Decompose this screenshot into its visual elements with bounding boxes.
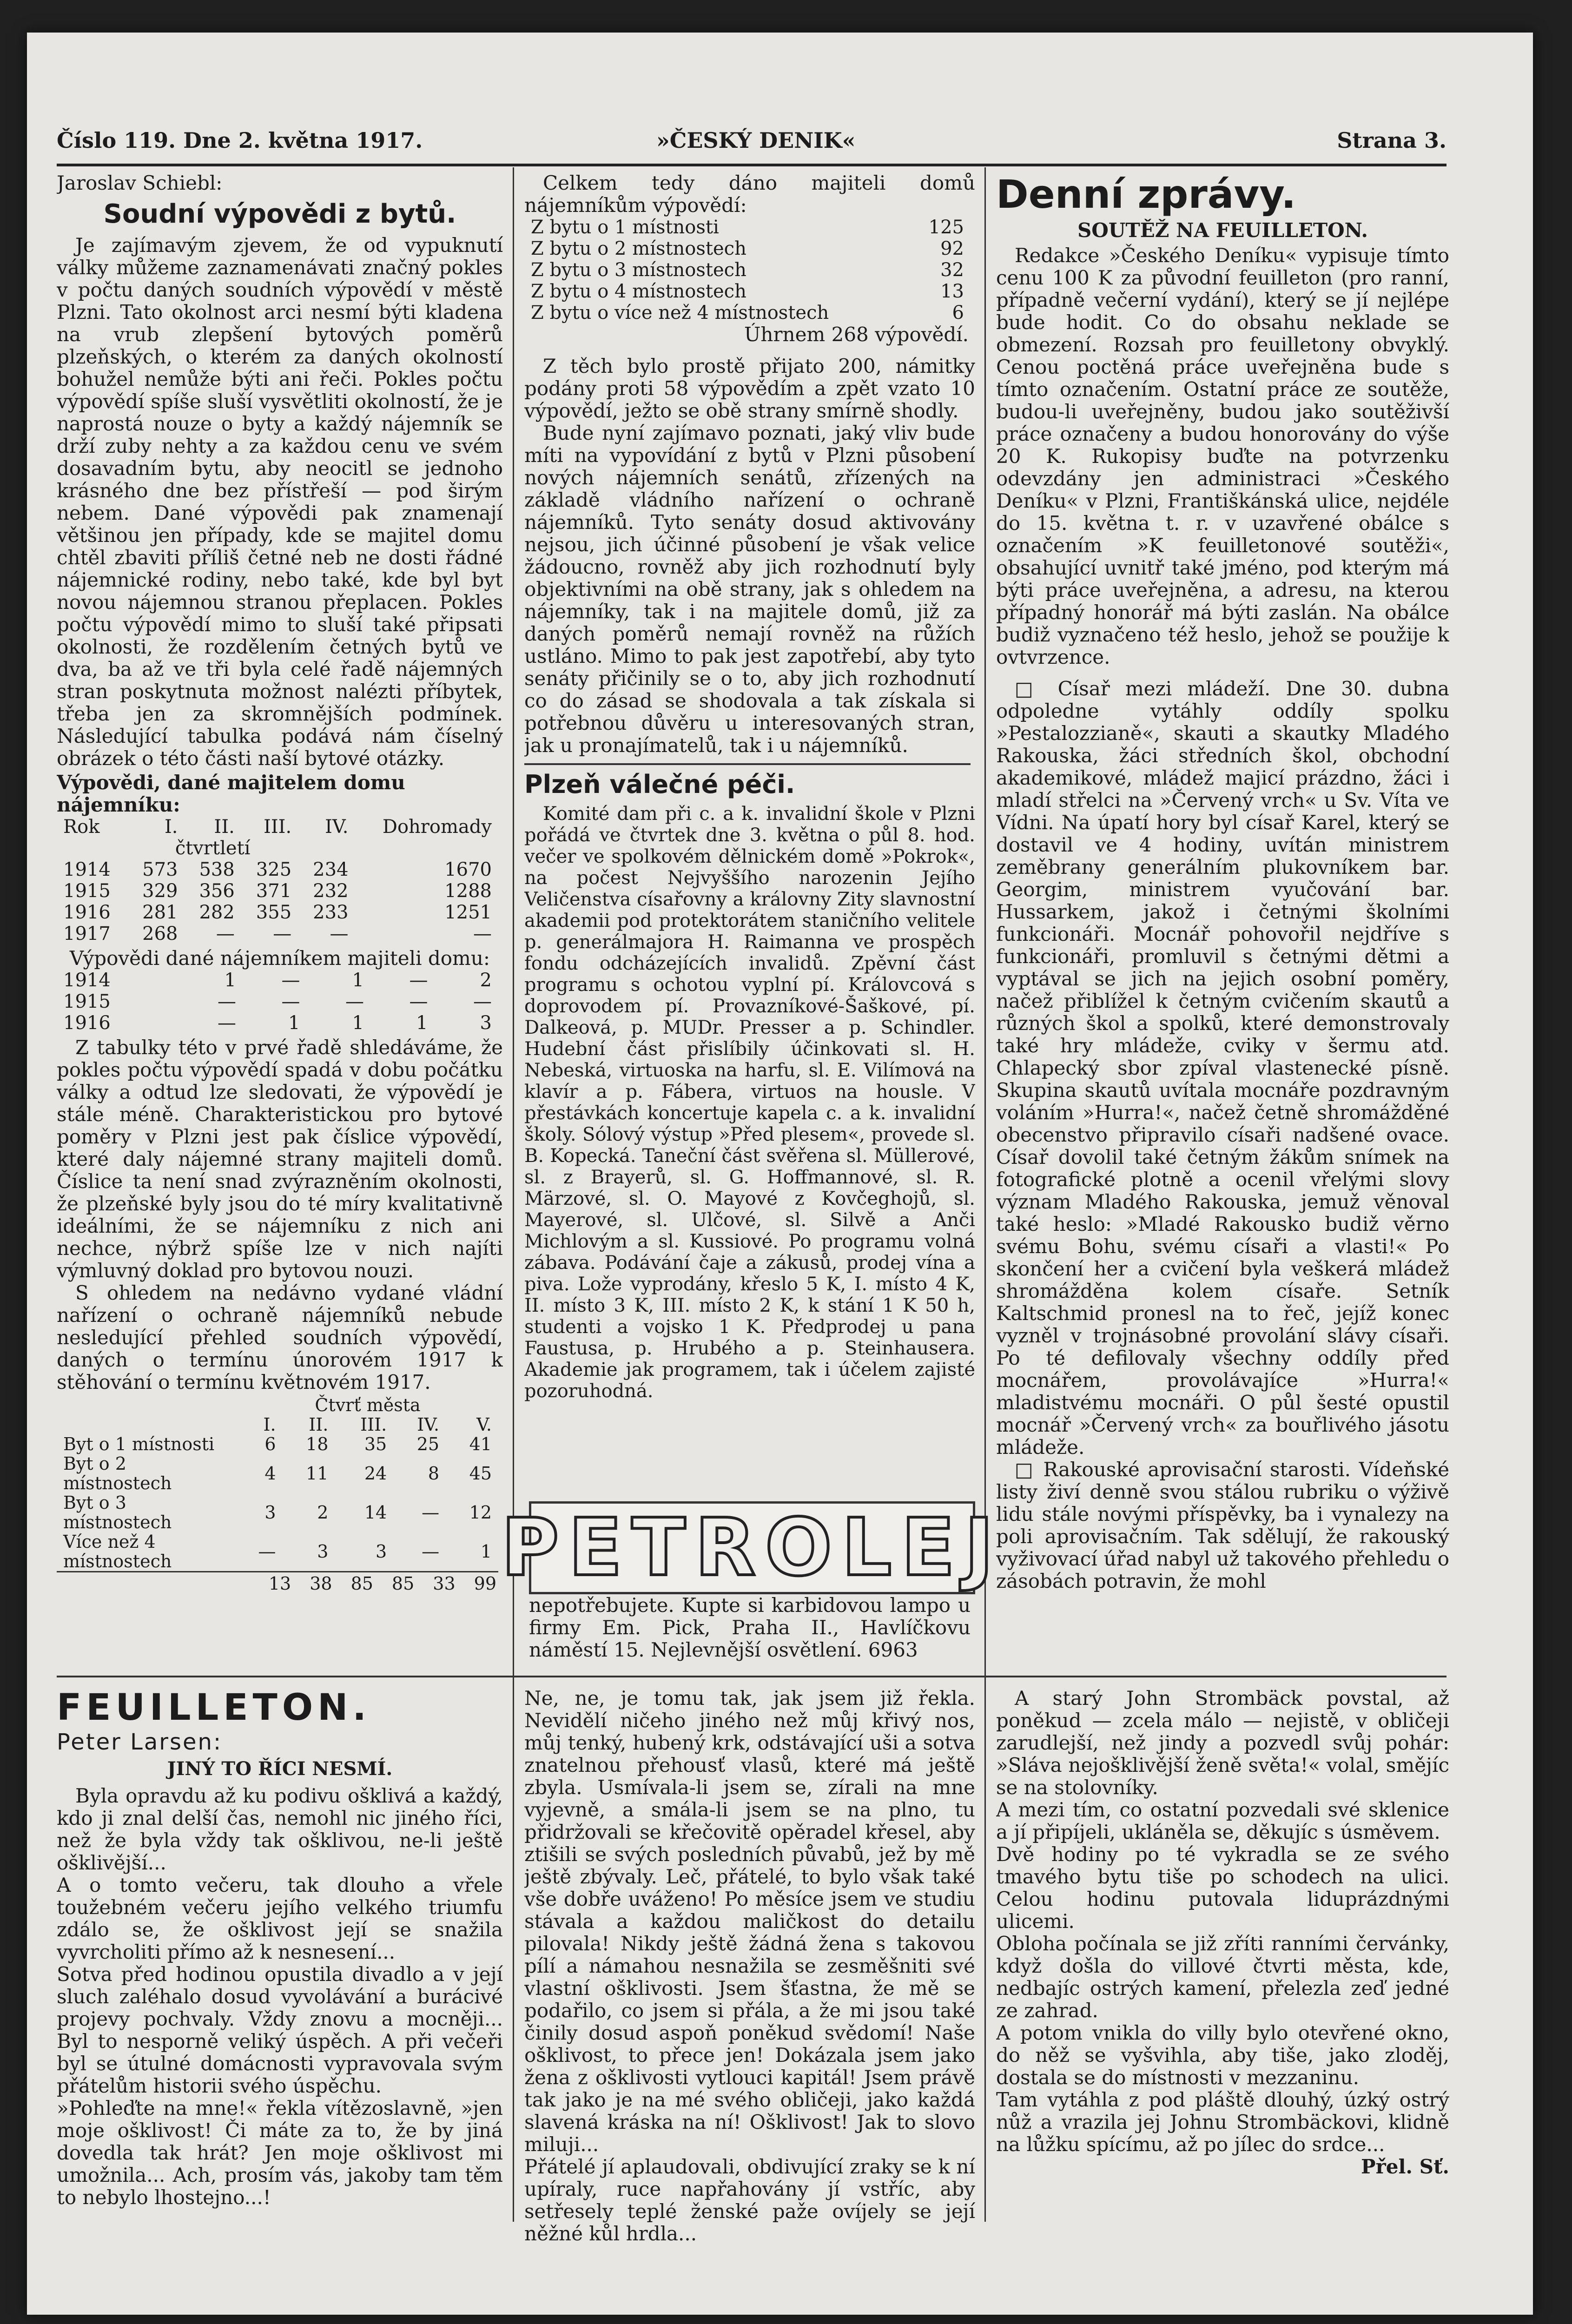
table-cell: —	[409, 991, 428, 1012]
column-divider	[984, 167, 986, 2222]
table-cell: 282	[199, 902, 235, 923]
table-cell: 1915	[63, 991, 111, 1012]
table-header-cell: Rok	[63, 816, 100, 838]
table-cell: 6	[264, 1434, 276, 1454]
section-rule	[524, 763, 971, 765]
table-cell: Z bytu o 3 místnostech	[531, 259, 746, 281]
table-cell: 1	[352, 1012, 364, 1034]
table-cell: 6	[952, 302, 964, 324]
newspaper-page	[27, 33, 1533, 2315]
table-subheader: čtvrtletí	[175, 838, 251, 859]
header-rule	[57, 164, 1447, 166]
table-cell: 1916	[63, 902, 111, 923]
feuilleton-banner: FEUILLETON.	[57, 1687, 371, 1729]
table-header-cell: IV.	[325, 816, 349, 838]
table-cell: 1288	[444, 880, 492, 902]
ad-text-block	[529, 1594, 971, 1664]
page-number: Strana 3.	[1337, 128, 1447, 153]
table-row	[57, 902, 498, 923]
table-cell: 1917	[63, 923, 111, 944]
table-cell: —	[273, 923, 292, 944]
feuilleton-author: Peter Larsen:	[57, 1729, 223, 1755]
table-cell: —	[281, 970, 300, 991]
table-cell: —	[217, 1012, 236, 1034]
table-cell: 325	[256, 859, 292, 880]
section-title-plzen: Plzeň válečné péči.	[524, 770, 795, 799]
table-cell: 1	[352, 970, 364, 991]
table-cell: —	[281, 991, 300, 1012]
table-header-cell: V.	[476, 1414, 492, 1435]
table-cell: Z bytu o 1 místnosti	[531, 217, 719, 238]
table2-title: Výpovědi dané nájemníkem majiteli domu:	[69, 947, 490, 970]
table-header-cell: IV.	[417, 1414, 440, 1435]
table-row	[57, 1012, 498, 1034]
table-cell: —	[258, 1541, 276, 1562]
table-row	[57, 859, 498, 880]
table-cell: 233	[313, 902, 349, 923]
table-cell: 1	[480, 1541, 492, 1562]
page-header	[57, 128, 1447, 160]
table-row	[524, 217, 971, 238]
table-cell: 35	[364, 1434, 387, 1454]
table-cell: 25	[416, 1434, 440, 1454]
article-soudni-vypovedi	[57, 172, 503, 1659]
table-row	[524, 238, 971, 259]
table-cell: 1251	[444, 902, 492, 923]
table-row	[524, 259, 971, 281]
section-title-denni-zpravy: Denní zprávy.	[996, 172, 1296, 217]
table-cell: —	[473, 923, 492, 944]
table-cell: 1	[416, 1012, 428, 1034]
article-column-2	[524, 172, 975, 1673]
table-cell: 99	[474, 1573, 496, 1594]
feuilleton-text: Ne, ne, je tomu tak, jak jsem již řekla. Nevidělí ničeho jiného než můj křivý nos, můj tenký, hubený krk, odstávající uši a sotva znatelnou přehousť vlasů, které má ještě zbyla. Usmívala-li jsem se, zírali na mne vyjevně, a smála-li jsem se na plno, tu přidržovali se křečovitě opěradel křesel, aby ztišili se svých posledních půvabů, jež by mě ještě zbývaly. Leč, přátelé, to bylo však také vše dobře uváženo! Po měsíce jsem ve studiu stávala a každou maličkost do detailu pilovala! Nikdy ještě žádná žena s takovou pílí a námahou nesnažila se zesměšniti své vlastní ošklivosti. Jsem šťastna, že mě se podařilo, co jsem si přála, a že mi jsou také činily dosud aspoň poněkud svědomí! Naše ošklivost, to přece jen! Dokázala jsem jako žena z ošklivosti vytlouci kapitál! Jsem právě tak jako je na mé svého obličeji, jako každá slavená kráska na ní! Ošklivost! Jak to slovo miluji... Přátelé jí aplaudovali, obdivující zraky se k ní upíraly, ruce napřahovány jí vstříc, aby setřesely teplé ženské paže ovíjely se její něžné kůl hrdla...	[524, 1687, 975, 2245]
table-cell: 38	[310, 1573, 332, 1594]
table-cell: Byt o 2 místnostech	[63, 1453, 172, 1493]
article-paragraph: Redakce »Českého Deníku« vypisuje tímto cenu 100 K za původní feuilleton (pro ranní, případně večerní vydání), který se jí nejlépe bude hodit. Co do obsahu neklade se obmezení. Rozsah pro feuilletony obvyklý. Cenou poctěná práce uveřejněna bude s tímto označením. Ostatní práce ze soutěže, budou-li uveřejněny, budou jako soutěživší práce označeny a budou honorovány do výše 20 K. Rukopisy buďte na potvrzenku odevzdány jen administraci »Českého Deníku« v Plzni, Františkánská ulice, nejdéle do 15. května t. r. v uzavřené obálce s označením »K feuilletonové soutěži«, obsahující uvnitř také jméno, pod kterým má býti práce uveřejněna, a adresu, na kterou případný honorář má býti zaslán. Na obálce budiž vyznačeno též heslo, jehož se použije k ovtvrzence.	[996, 244, 1449, 668]
table-ctvrt-mesta	[57, 1395, 498, 1572]
table-header-cell: II.	[309, 1414, 329, 1435]
table-cell: Z bytu o 4 místnostech	[531, 281, 746, 302]
petrolej-advertisement	[501, 1501, 1003, 1594]
table-cell: —	[216, 923, 235, 944]
feuilleton-title: JINÝ TO ŘÍCI NESMÍ.	[167, 1758, 393, 1780]
table-cell: 281	[142, 902, 178, 923]
table-cell: Z bytu o 2 místnostech	[531, 238, 746, 259]
table-cell: 13	[268, 1573, 291, 1594]
table-cell: Byt o 1 místnosti	[63, 1434, 215, 1454]
article-paragraph: Je zajímavým zjevem, že od vypuknutí války můžeme zaznamenávati značný pokles v počtu daných soudních výpovědí v městě Plzni. Tato okolnost arci nesmí býti kladena na vrub zlepšení bytových poměrů plzeňských, o kterém za daných okolností bohužel nemůže býti ani řeči. Pokles počtu výpovědí spíše sluší vysvětliti okolností, že je naprostá nouze o byty a každý nájemník se drží zuby nehty a za každou cenu ve svém dosavadním bytu, aby neocitl se jednoho krásného dne bez přístřeší — pod širým nebem. Dané výpovědi pak znamenají většinou jen případy, kde se majitel domu chtěl zbaviti příliš četné neb ne dosti řádné nájemnické rodiny, nebo také, kde byl byt novou nájemnou stranou přeplacen. Pokles počtu výpovědí mimo to sluší také připsati okolnosti, že rozdělením četných bytů ve dva, ba až ve tři byla celé řadě nájemných stran poskytnuta možnost nalézti příbytek, třeba jen za skromnějších podmínek. Následující tabulka podává nám číselný obrázek o této části naší bytové otázky.	[57, 234, 503, 770]
table-row	[57, 1434, 498, 1454]
table-row	[57, 991, 498, 1012]
table-cell: 2	[480, 970, 492, 991]
feuilleton-rule	[57, 1676, 1447, 1677]
feuilleton-column-1	[57, 1687, 503, 2291]
table-cell: 92	[940, 238, 964, 259]
table-cell: 13	[940, 281, 964, 302]
table-cell: —	[409, 970, 428, 991]
table-cell: —	[217, 991, 236, 1012]
table-cell: 1670	[444, 859, 492, 880]
table-cell: 355	[256, 902, 292, 923]
table-cell: 85	[350, 1573, 373, 1594]
article-paragraph: S ohledem na nedávno vydané vládní nařízení o ochraně nájemníků nebude nesledující přehled soudních výpovědí, daných o termínu únorovém 1917 k stěhování o termínu květnovém 1917.	[57, 1281, 503, 1393]
table-cell: 11	[306, 1463, 329, 1484]
table-cell: 18	[306, 1434, 329, 1454]
feuilleton-text: A starý John Strombäck povstal, až poněkud — zcela málo — nejistě, v obličeji zarudlejší, než jindy a pozvedl svůj pohár: »Sláva nejošklivější ženě světa!« volal, smějíc se na stolovníky. A mezi tím, co ostatní pozvedali své sklenice a jí připíjeli, ukláněla se, děkujíc s úsměvem. Dvě hodiny po té vykradla se ze svého tmavého bytu tiše po schodech na ulici. Celou hodinu putovala liduprázdnými ulicemi. Obloha počínala se již zříti ranními červánky, když došla do villové čtvrti města, kde, nedbajíc ostrých kamení, přelezla zeď jedné ze zahrad. A potom vnikla do villy bylo otevřené okno, do něž se vyšvihla, aby tiše, jako zloděj, dostala se do místnosti v mezzaninu. Tam vytáhla z pod pláště dlouhý, úzký ostrý nůž a vrazila jej Johnu Strombäckovi, klidně na lůžku spícímu, až po jílec do srdce...	[996, 1687, 1449, 2156]
table-cell: 232	[313, 880, 349, 902]
contest-heading: SOUTĚŽ NA FEUILLETON.	[1077, 219, 1368, 242]
feuilleton-text: Byla opravdu až ku podivu ošklivá a každý, kdo ji znal delší čas, nemohl nic jiného říci, než že byla vždy tak ošklivou, ne-li ještě ošklivější... A o tomto večeru, tak dlouho a vřele toužebném večeru jejího velkého triumfu zdálo se, že ošklivost její se snažila vyvrcholiti přímo až k nesnesení... Sotva před hodinou opustila divadlo a v její sluch zaléhalo dosud vyvolávání a burácivé projevy pochvaly. Vždy znovu a mocněji... Byl to nesporně veliký úspěch. A při večeři byl se útulné domácnosti vypravovala svým přátelům historii svého úspěchu. »Pohleďte na mne!« řekla vítězoslavně, »jen moje ošklivost! Či máte za to, že by jiná dovedla tak hrát? Jen moje ošklivost mi umožnila... Ach, prosím vás, jakoby tam těm to nebylo lhostejno...!	[57, 1784, 503, 2209]
table-cell: 4	[264, 1463, 276, 1484]
feuilleton-column-2	[524, 1687, 975, 2291]
table-row	[57, 1532, 498, 1572]
table-row	[524, 281, 971, 302]
table-cell: Více než 4 místnostech	[63, 1532, 172, 1571]
table-header-cell: Dohromady	[382, 816, 492, 838]
table-cell: 85	[391, 1573, 415, 1594]
table-cell: Z bytu o více než 4 místnostech	[531, 302, 829, 324]
table-cell: —	[473, 991, 492, 1012]
table-cell: 24	[364, 1463, 387, 1484]
table-row	[57, 1454, 498, 1493]
table-cell: 45	[469, 1463, 492, 1484]
table-cell: —	[422, 1541, 440, 1562]
table-header-cell: III.	[264, 816, 292, 838]
table-cell: 1915	[63, 880, 111, 902]
table-vypovedi-najemnik	[57, 970, 498, 1034]
table-cell: 32	[940, 259, 964, 281]
table1-title: Výpovědi, dané majitelem domu nájemníku:	[57, 771, 405, 816]
table-cell: 356	[199, 880, 235, 902]
table-row	[57, 923, 498, 944]
table-cell: 3	[480, 1012, 492, 1034]
table-celkem	[524, 217, 971, 324]
table-cell: 329	[142, 880, 178, 902]
table-cell: 8	[428, 1463, 440, 1484]
translator-credit: Přel. Sť.	[1361, 2155, 1449, 2178]
ad-headline: PETROLEJ	[501, 1502, 1003, 1594]
table-cell: —	[330, 923, 349, 944]
article-author: Jaroslav Schiebl:	[57, 172, 223, 194]
table-cell: 33	[433, 1573, 456, 1594]
article-paragraph: Z těch bylo prostě přijato 200, námitky podány proti 58 výpovědím a zpět vzato 10 výpovědí, ježto se obě strany smírně shodly.	[524, 355, 975, 422]
column-divider	[513, 167, 514, 2222]
article-paragraph: Bude nyní zajímavo poznati, jaký vliv bude míti na vypovídání z bytů v Plzni působení nových nájemních senátů, zřízených na základě vládního nařízení o ochraně nájemníků. Tyto senáty dosud aktivovány nejsou, jich účinné působení je však velice žádoucno, rovněž aby jich rozhodnutí byly objektivními na obě strany, jak s ohledem na nájemníky, tak i na majitele domů, již za daných poměrů nemají rovněž na růžích ustláno. Mimo to pak jest zapotřebí, aby tyto senáty přičinily se o to, aby jich rozhodnutí co do zásad se shodovala a tak získala si potřebnou důvěru u interesovaných stran, jak u pronajímatelů, tak i u nájemníků.	[524, 422, 975, 757]
table-cell: 125	[928, 217, 964, 238]
table-cell: 1916	[63, 1012, 111, 1034]
article-paragraph: Z tabulky této v prvé řadě shledáváme, že pokles počtu výpovědí spadá v dobu počátku války a odtud lze sledovati, že výpovědí je stále méně. Charakteristickou pro bytové poměry v Plzni jest pak číslice výpovědí, které daly nájemné strany majiteli domů. Číslice ta není snad zvýrazněním okolnosti, že plzeňské byly jsou do té míry kvalitativně ideálními, že se nájemníku z nich ani nechce, nýbrž spíše lze v nich najíti výmluvný doklad pro bytovou nouzi.	[57, 1036, 503, 1282]
table-cell: 14	[364, 1502, 387, 1523]
table-cell: 3	[264, 1502, 276, 1523]
table-cell: 41	[469, 1434, 492, 1454]
table-vypovedi-majitel	[57, 816, 498, 944]
table-cell: 371	[256, 880, 292, 902]
table-row	[524, 302, 971, 324]
issue-date: Číslo 119. Dne 2. května 1917.	[57, 128, 423, 153]
table-cell: 234	[313, 859, 349, 880]
article-paragraph: Komité dam při c. a k. invalidní škole v Plzni pořádá ve čtvrtek dne 3. května o půl 8. hod. večer ve spolkovém dělnickém domě »Pokrok«, na počest Nejvyššího narozenin Jejího Veličenstva císařovny a královny Zity slavnostní akademii pod protektorátem staničního velitele p. generálmajora H. Raimanna ve prospěch fondu odcházejících invalidů. Zpěvní část programu s ochotou vyplní pí. Královcová s doprovodem pí. Provazníkové-Šaškové, pí. Dalkeová, p. MUDr. Presser a p. Schindler. Hudební část přislíbily účinkovati sl. H. Nebeská, virtuoska na harfu, sl. E. Vilímová na klavír a p. Fábera, virtuos na housle. V přestávkách koncertuje kapela c. a k. invalidní školy. Sólový výstup »Před plesem«, provede sl. B. Kopecká. Taneční část svěřena sl. Müllerové, sl. z Brayerů, sl. G. Hoffmannové, sl. R. Märzové, sl. O. Mayové z Kovčeghojů, sl. Mayerové, sl. Ulčové, sl. Silvě a Anči Michlovým a sl. Kussiové. Po programu volná zábava. Podávání čaje a zákusů, prodej vína a piva. Lože vyprodány, křeslo 5 K, I. místo 4 K, II. místo 3 K, III. místo 2 K, k stání 1 K 50 h, studenti a vojsko 1 K. Předprodej u pana Faustusa, p. Hrubého a p. Steinhausera. Akademie jak programem, tak i účelem zajisté pozoruhodná.	[524, 803, 975, 1402]
table-total: Úhrnem 268 výpovědí.	[744, 323, 969, 346]
table-cell: —	[422, 1502, 440, 1523]
table-cell: 1914	[63, 970, 111, 991]
table-header-cell: I.	[263, 1414, 276, 1435]
table-cell: 2	[317, 1502, 329, 1523]
article-paragraph: Celkem tedy dáno majiteli domů nájemníkům výpovědí:	[524, 172, 975, 217]
article-paragraph: □ Rakouské aprovisační starosti. Vídeňské listy živí denně svou stálou rubriku o výživě lidu stále novými příspěvky, ba i vynalezy na poli aprovisačním. Tak sdělují, že rakouský vyživovací úřad nabyl už takového přehledu o zásobách potravin, že mohl	[996, 1458, 1449, 1592]
ad-text: nepotřebujete. Kupte si karbidovou lampo u firmy Em. Pick, Praha II., Havlíčkovu náměstí 15. Nejlevnější osvětlení. 6963	[529, 1594, 971, 1661]
feuilleton-column-3	[996, 1687, 1449, 2291]
table-cell: Byt o 3 místnostech	[63, 1492, 172, 1532]
table-cell: 3	[376, 1541, 387, 1562]
table-header-cell: III.	[360, 1414, 387, 1435]
table-cell: —	[345, 991, 364, 1012]
table-cell: 268	[142, 923, 178, 944]
denni-zpravy-column	[996, 172, 1449, 1664]
table-cell: 538	[199, 859, 235, 880]
table-header-cell: Čtvrť města	[315, 1395, 421, 1415]
table-cell: 1	[288, 1012, 300, 1034]
table-cell: 1	[224, 970, 236, 991]
table-cell: 1914	[63, 859, 111, 880]
table-row	[57, 970, 498, 991]
table-row	[57, 880, 498, 902]
table-header-cell: I.	[164, 816, 178, 838]
table-total-row	[57, 1572, 503, 1595]
article-paragraph: □ Císař mezi mládeží. Dne 30. dubna odpoledne vytáhly oddíly spolku »Pestalozzianě«, skauti a skautky Mladého Rakouska, žáci středních škol, obchodní akademikové, mládež majicí prázdno, žáci i mladí střelci na »Červený vrch« u Sv. Víta ve Vídni. Na úpatí hory byl císař Karel, který se dostavil ve 4 hodiny, uvítán ministrem zeměbrany generálním plukovníkem bar. Georgim, ministrem vyučování bar. Hussarkem, jakož i četnými školními funkcionáři. Mocnář pohovořil nejdříve s funkcionáři, promluvil s četnými dětmi a vyptával se jich na jejich osobní poměry, načež přiblížel k četným cvičením skautů a různých škol a spolků, které demonstrovaly také hry mládeže, cviky v šermu atd. Chlapecký sbor zpíval vlastenecké písně. Skupina skautů uvítala mocnáře pozdravným voláním »Hurra!«, načež četně shromážděné obecenstvo připravilo císaři nadšené ovace. Císař dovolil také četným žákům snímek na fotografické plotně a ocenil vřelými slovy význam Mladého Rakouska, jemuž věnoval také heslo: »Mladé Rakousko budiž věrno svému Bohu, svému císaři a vlasti!« Po skončení her a cvičení byla veškerá mládež shromážděna kolem císaře. Setník Kaltschmid pronesl na to řeč, jejíž konec vyzněl v trojnásobné provolání slávy císaři. Po té defilovaly všechny oddíly před mocnářem, provolávajíce »Hurra!« mladistvému mocnáři. O půl šesté opustil mocnář »Červený vrch« za bouřlivého jásotu mládeže.	[996, 677, 1449, 1459]
table-cell: 573	[142, 859, 178, 880]
table-cell: 3	[317, 1541, 329, 1562]
table-row	[57, 1493, 498, 1532]
newspaper-name: »ČESKÝ DENIK«	[656, 128, 856, 153]
article-title: Soudní výpovědi z bytů.	[103, 199, 456, 229]
table-header-cell: II.	[214, 816, 235, 838]
table-cell: 12	[469, 1502, 492, 1523]
